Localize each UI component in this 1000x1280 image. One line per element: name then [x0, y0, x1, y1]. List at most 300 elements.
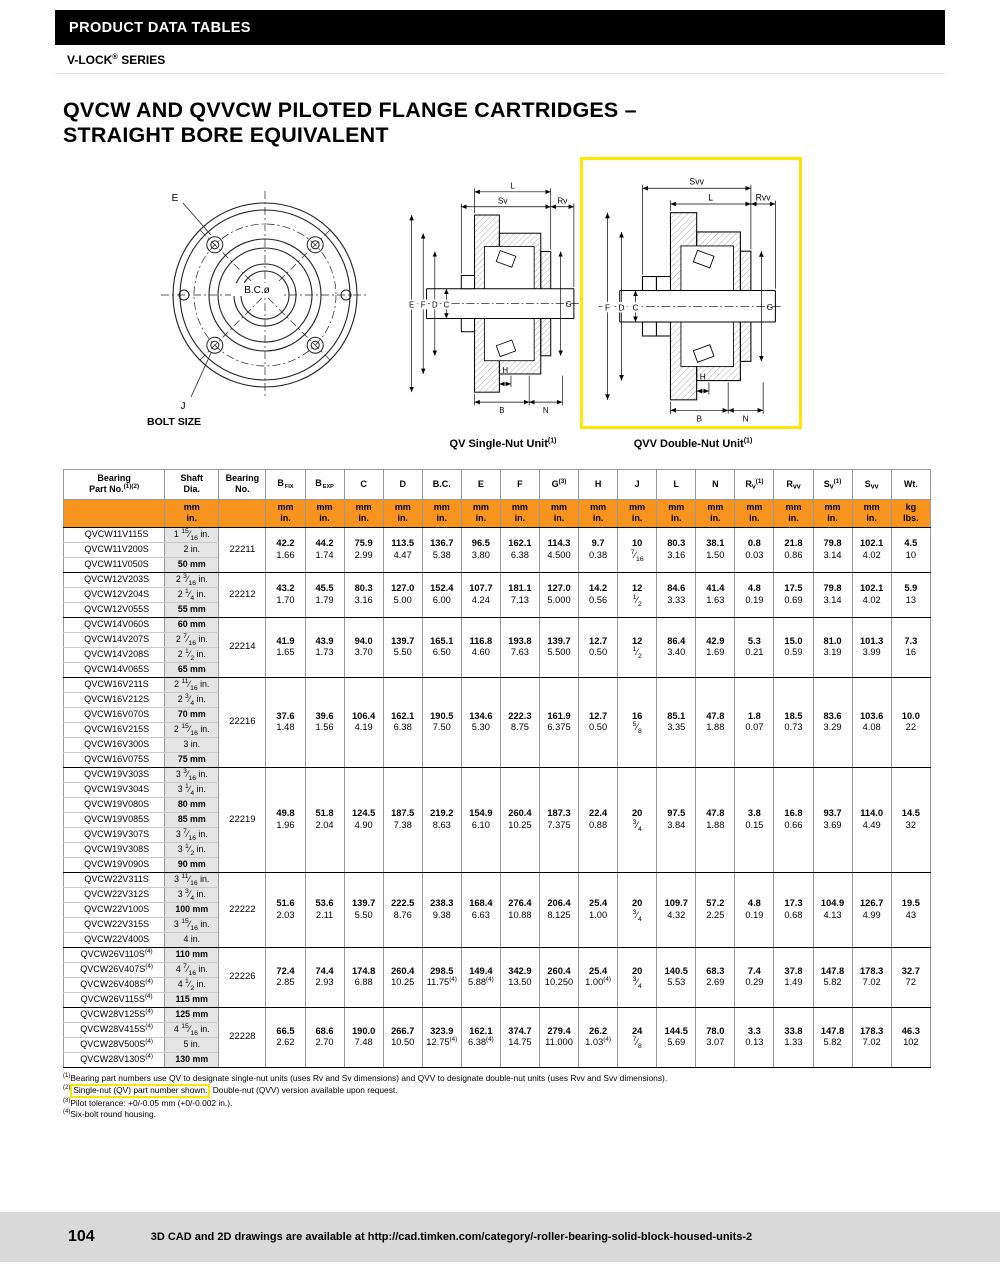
page-footer — [0, 1212, 1000, 1262]
dimension-cell: 136.7 5.38 — [422, 527, 461, 572]
dimension-cell: 103.6 4.08 — [852, 677, 891, 767]
dimension-cell: 51.8 2.04 — [305, 767, 344, 872]
dimension-cell: 187.3 7.375 — [539, 767, 578, 872]
dimension-cell: 38.1 1.50 — [696, 527, 735, 572]
shaft-dia-cell: 4 $^{15}⁄_{16}$ in. — [165, 1022, 219, 1037]
dimension-cell: 79.8 3.14 — [813, 572, 852, 617]
dim-label-j: J — [180, 400, 186, 412]
units-cell: kg lbs. — [891, 500, 930, 528]
dimension-cell: 342.9 13.50 — [500, 947, 539, 1007]
dimension-cell: 20 $^3⁄_4$ — [618, 947, 657, 1007]
units-cell: mm in. — [305, 500, 344, 528]
part-number-cell: QVCW14V060S — [64, 617, 165, 632]
title-line-1: QVCW AND QVVCW PILOTED FLANGE CARTRIDGES – — [63, 98, 637, 122]
title-line-2: STRAIGHT BORE EQUIVALENT — [63, 123, 389, 148]
dimension-cell: 75.9 2.99 — [344, 527, 383, 572]
part-number-cell: QVCW22V312S — [64, 887, 165, 902]
dim-label-sv: Sv — [497, 196, 508, 206]
header-row — [64, 469, 931, 499]
dimension-table — [63, 469, 931, 1068]
dimension-cell: 72.4 2.85 — [266, 947, 305, 1007]
part-number-cell: QVCW28V500S$^{(4)}$ — [64, 1037, 165, 1052]
dimension-cell: 84.6 3.33 — [657, 572, 696, 617]
part-number-cell: QVCW16V212S — [64, 692, 165, 707]
dim-label-l: L — [510, 181, 515, 191]
dimension-cell: 16 $^5⁄_8$ — [618, 677, 657, 767]
dim-label-b: B — [499, 405, 505, 415]
dimension-cell: 147.8 5.82 — [813, 947, 852, 1007]
part-number-cell: QVCW28V130S$^{(4)}$ — [64, 1052, 165, 1067]
dim-label-e: E — [171, 192, 179, 204]
dimension-cell: 93.7 3.69 — [813, 767, 852, 872]
dimension-cell: 43.2 1.70 — [266, 572, 305, 617]
part-number-cell: QVCW12V203S — [64, 572, 165, 587]
part-number-cell: QVCW16V070S — [64, 707, 165, 722]
dim-label-g: G — [565, 299, 572, 309]
units-cell: mm in. — [266, 500, 305, 528]
bearing-no-cell: 22212 — [219, 572, 266, 617]
dim-label-rvv: Rvv — [755, 192, 771, 203]
table-row — [64, 677, 931, 692]
units-cell: mm in. — [852, 500, 891, 528]
series-rest: SERIES — [117, 53, 166, 67]
dimension-cell: 190.5 7.50 — [422, 677, 461, 767]
part-number-cell: QVCW12V055S — [64, 602, 165, 617]
dimension-cell: 97.5 3.84 — [657, 767, 696, 872]
dimension-cell: 15.0 0.59 — [774, 617, 813, 677]
dimension-cell: 162.1 6.38$^{(4)}$ — [461, 1007, 500, 1067]
bolt-size-label: BOLT SIZE — [147, 415, 202, 428]
dimension-cell: 37.6 1.48 — [266, 677, 305, 767]
dimension-cell: 323.9 12.75$^{(4)}$ — [422, 1007, 461, 1067]
dimension-cell: 41.4 1.63 — [696, 572, 735, 617]
dimension-cell: 79.8 3.14 — [813, 527, 852, 572]
dimension-cell: 5.3 0.21 — [735, 617, 774, 677]
table-row — [64, 617, 931, 632]
dimension-cell: 42.2 1.66 — [266, 527, 305, 572]
dimension-cell: 68.6 2.70 — [305, 1007, 344, 1067]
dimension-cell: 152.4 6.00 — [422, 572, 461, 617]
dimension-cell: 41.9 1.65 — [266, 617, 305, 677]
dimension-cell: 1.8 0.07 — [735, 677, 774, 767]
units-row — [64, 500, 931, 528]
dimension-cell: 174.8 6.88 — [344, 947, 383, 1007]
dimension-cell: 114.0 4.49 — [852, 767, 891, 872]
dimension-cell: 134.6 5.30 — [461, 677, 500, 767]
dim-label-rv: Rv — [557, 196, 568, 206]
double-nut-diagram — [597, 162, 785, 426]
dim-label-b: B — [696, 413, 703, 424]
dimension-cell: 85.1 3.35 — [657, 677, 696, 767]
dimension-cell: 83.6 3.29 — [813, 677, 852, 767]
dimension-cell: 24 $^7⁄_8$ — [618, 1007, 657, 1067]
part-number-cell: QVCW22V400S — [64, 932, 165, 947]
dimension-cell: 53.6 2.11 — [305, 872, 344, 947]
dimension-cell: 260.4 10.25 — [500, 767, 539, 872]
units-cell: mm in. — [539, 500, 578, 528]
footnote: $^{(3)}$Pilot tolerance: +0/-0.05 mm (+0/-0.002 in.). — [63, 1097, 233, 1108]
column-header: F — [500, 469, 539, 499]
shaft-dia-cell: 5 in. — [165, 1037, 219, 1052]
footnotes — [63, 1073, 945, 1121]
dimension-cell: 298.5 11.75$^{(4)}$ — [422, 947, 461, 1007]
column-header: Shaft Dia. — [165, 469, 219, 499]
shaft-dia-cell: 2 $^7⁄_{16}$ in. — [165, 632, 219, 647]
shaft-dia-cell: 115 mm — [165, 992, 219, 1007]
dimension-cell: 260.4 10.250 — [539, 947, 578, 1007]
dimension-cell: 46.3 102 — [891, 1007, 930, 1067]
units-cell: mm in. — [774, 500, 813, 528]
dimension-cell: 45.5 1.79 — [305, 572, 344, 617]
shaft-dia-cell: 3 in. — [165, 737, 219, 752]
footnote: $^{(2)}$ Single-nut (QV) part number shown. Double-nut (QVV) version available upon request. — [63, 1084, 945, 1098]
dimension-cell: 42.9 1.69 — [696, 617, 735, 677]
dimension-cell: 25.4 1.00$^{(4)}$ — [579, 947, 618, 1007]
double-nut-highlight-box — [580, 157, 802, 429]
part-number-cell: QVCW16V211S — [64, 677, 165, 692]
dim-label-f: F — [420, 300, 426, 310]
units-cell: mm in. — [422, 500, 461, 528]
dimension-cell: 139.7 5.50 — [344, 872, 383, 947]
dimension-cell: 80.3 3.16 — [344, 572, 383, 617]
part-number-cell: QVCW19V308S — [64, 842, 165, 857]
dimension-cell: 14.2 0.56 — [579, 572, 618, 617]
page-title — [63, 98, 945, 149]
dimension-cell: 9.7 0.38 — [579, 527, 618, 572]
part-number-cell: QVCW26V110S$^{(4)}$ — [64, 947, 165, 962]
bearing-no-cell: 22222 — [219, 872, 266, 947]
part-number-cell: QVCW14V065S — [64, 662, 165, 677]
column-header: $S_v^{(1)}$ — [813, 469, 852, 499]
dimension-cell: 165.1 6.50 — [422, 617, 461, 677]
dimension-cell: 106.4 4.19 — [344, 677, 383, 767]
dimension-cell: 19.5 43 — [891, 872, 930, 947]
caption-text: QVV Double-Nut Unit — [633, 437, 744, 450]
column-header: $R_v^{(1)}$ — [735, 469, 774, 499]
dimension-cell: 114.3 4.500 — [539, 527, 578, 572]
dimension-cell: 47.8 1.88 — [696, 677, 735, 767]
part-number-cell: QVCW26V407S$^{(4)}$ — [64, 962, 165, 977]
dim-label-n: N — [542, 405, 549, 415]
units-cell: mm in. — [813, 500, 852, 528]
units-cell: mm in. — [344, 500, 383, 528]
part-number-cell: QVCW28V125S$^{(4)}$ — [64, 1007, 165, 1022]
part-number-cell: QVCW26V115S$^{(4)}$ — [64, 992, 165, 1007]
column-header: G$^{(3)}$ — [539, 469, 578, 499]
column-header: L — [657, 469, 696, 499]
dim-label-svv: Svv — [689, 176, 704, 187]
dimension-cell: 162.1 6.38 — [500, 527, 539, 572]
column-header: Bearing Part No.$^{(1)(2)}$ — [64, 469, 165, 499]
dimension-cell: 51.6 2.03 — [266, 872, 305, 947]
caption-text: QV Single-Nut Unit — [449, 437, 548, 450]
dimension-cell: 5.9 13 — [891, 572, 930, 617]
column-header: $B_{EXP}$ — [305, 469, 344, 499]
dimension-cell: 139.7 5.500 — [539, 617, 578, 677]
units-cell — [64, 500, 165, 528]
dimension-cell: 222.5 8.76 — [383, 872, 422, 947]
dim-label-c: C — [632, 302, 639, 313]
dimension-cell: 47.8 1.88 — [696, 767, 735, 872]
dim-label-f: F — [604, 302, 611, 313]
shaft-dia-cell: 3 $^{15}⁄_{16}$ in. — [165, 917, 219, 932]
dim-label-h: H — [699, 371, 706, 382]
shaft-dia-cell: 85 mm — [165, 812, 219, 827]
dimension-cell: 20 $^3⁄_4$ — [618, 767, 657, 872]
dimension-cell: 3.8 0.15 — [735, 767, 774, 872]
part-number-cell: QVCW11V115S — [64, 527, 165, 542]
column-header: D — [383, 469, 422, 499]
column-header: E — [461, 469, 500, 499]
single-nut-diagram — [405, 167, 583, 417]
dimension-cell: 12.7 0.50 — [579, 617, 618, 677]
dimension-cell: 101.3 3.99 — [852, 617, 891, 677]
page-number: 104 — [68, 1228, 95, 1245]
dimension-cell: 126.7 4.99 — [852, 872, 891, 947]
dimension-cell: 206.4 8.125 — [539, 872, 578, 947]
shaft-dia-cell: 4 $^7⁄_{16}$ in. — [165, 962, 219, 977]
table-head — [64, 469, 931, 527]
dim-label-l: L — [708, 192, 714, 203]
dimension-cell: 17.5 0.69 — [774, 572, 813, 617]
shaft-dia-cell: 2 $^3⁄_{16}$ in. — [165, 572, 219, 587]
part-number-cell: QVCW19V090S — [64, 857, 165, 872]
part-number-cell: QVCW22V311S — [64, 872, 165, 887]
units-cell: mm in. — [165, 500, 219, 528]
dimension-cell: 374.7 14.75 — [500, 1007, 539, 1067]
dimension-cell: 18.5 0.73 — [774, 677, 813, 767]
dimension-cell: 32.7 72 — [891, 947, 930, 1007]
shaft-dia-cell: 4 $^1⁄_2$ in. — [165, 977, 219, 992]
shaft-dia-cell: 130 mm — [165, 1052, 219, 1067]
part-number-cell: QVCW26V408S$^{(4)}$ — [64, 977, 165, 992]
series-label — [55, 45, 945, 74]
shaft-dia-cell: 2 $^{11}⁄_{16}$ in. — [165, 677, 219, 692]
diagrams — [55, 161, 945, 461]
shaft-dia-cell: 75 mm — [165, 752, 219, 767]
part-number-cell: QVCW19V304S — [64, 782, 165, 797]
dim-label-n: N — [742, 413, 749, 424]
dimension-cell: 17.3 0.68 — [774, 872, 813, 947]
part-number-cell: QVCW19V303S — [64, 767, 165, 782]
bearing-no-cell: 22216 — [219, 677, 266, 767]
dimension-cell: 140.5 5.53 — [657, 947, 696, 1007]
dimension-cell: 7.4 0.29 — [735, 947, 774, 1007]
part-number-cell: QVCW12V204S — [64, 587, 165, 602]
header-bar-title: PRODUCT DATA TABLES — [69, 20, 251, 36]
shaft-dia-cell: 2 $^1⁄_4$ in. — [165, 587, 219, 602]
dimension-cell: 178.3 7.02 — [852, 947, 891, 1007]
shaft-dia-cell: 3 $^7⁄_{16}$ in. — [165, 827, 219, 842]
dimension-cell: 168.4 6.63 — [461, 872, 500, 947]
dimension-cell: 124.5 4.90 — [344, 767, 383, 872]
dimension-cell: 68.3 2.69 — [696, 947, 735, 1007]
dimension-cell: 94.0 3.70 — [344, 617, 383, 677]
dimension-cell: 14.5 32 — [891, 767, 930, 872]
dimension-cell: 21.8 0.86 — [774, 527, 813, 572]
dimension-cell: 222.3 8.75 — [500, 677, 539, 767]
table-row — [64, 767, 931, 782]
part-number-cell: QVCW19V080S — [64, 797, 165, 812]
shaft-dia-cell: 55 mm — [165, 602, 219, 617]
part-number-cell: QVCW11V200S — [64, 542, 165, 557]
shaft-dia-cell: 125 mm — [165, 1007, 219, 1022]
dimension-cell: 102.1 4.02 — [852, 572, 891, 617]
column-header: J — [618, 469, 657, 499]
dimension-cell: 109.7 4.32 — [657, 872, 696, 947]
dimension-cell: 3.3 0.13 — [735, 1007, 774, 1067]
dim-label-d: D — [618, 302, 625, 313]
header-bar — [55, 10, 945, 45]
dim-label-h: H — [502, 365, 509, 375]
dimension-cell: 190.0 7.48 — [344, 1007, 383, 1067]
shaft-dia-cell: 110 mm — [165, 947, 219, 962]
dim-label-c: C — [443, 300, 450, 310]
part-number-cell: QVCW16V300S — [64, 737, 165, 752]
dimension-cell: 127.0 5.00 — [383, 572, 422, 617]
dimension-cell: 81.0 3.19 — [813, 617, 852, 677]
dimension-cell: 26.2 1.03$^{(4)}$ — [579, 1007, 618, 1067]
dimension-cell: 25.4 1.00 — [579, 872, 618, 947]
dimension-cell: 20 $^3⁄_4$ — [618, 872, 657, 947]
units-cell: mm in. — [657, 500, 696, 528]
dim-label-e: E — [409, 300, 415, 310]
dimension-cell: 39.6 1.56 — [305, 677, 344, 767]
table-row — [64, 527, 931, 542]
dimension-cell: 22.4 0.88 — [579, 767, 618, 872]
shaft-dia-cell: 3 $^1⁄_4$ in. — [165, 782, 219, 797]
shaft-dia-cell: 2 $^1⁄_2$ in. — [165, 647, 219, 662]
dim-label-d: D — [431, 300, 438, 310]
front-view-diagram — [125, 163, 390, 433]
dimension-cell: 139.7 5.50 — [383, 617, 422, 677]
caption-footnote-marker: (1) — [547, 437, 557, 445]
column-header: C — [344, 469, 383, 499]
footnote: $^{(4)}$Six-bolt round housing. — [63, 1108, 157, 1119]
dimension-cell: 49.8 1.96 — [266, 767, 305, 872]
dimension-cell: 4.8 0.19 — [735, 872, 774, 947]
dimension-cell: 187.5 7.38 — [383, 767, 422, 872]
dimension-cell: 181.1 7.13 — [500, 572, 539, 617]
dimension-cell: 193.8 7.63 — [500, 617, 539, 677]
units-cell: mm in. — [735, 500, 774, 528]
dimension-cell: 266.7 10.50 — [383, 1007, 422, 1067]
dimension-cell: 96.5 3.80 — [461, 527, 500, 572]
dimension-cell: 16.8 0.66 — [774, 767, 813, 872]
dimension-cell: 33.8 1.33 — [774, 1007, 813, 1067]
column-header: $S_{vv}$ — [852, 469, 891, 499]
units-cell: mm in. — [500, 500, 539, 528]
part-number-cell: QVCW22V100S — [64, 902, 165, 917]
column-header: $R_{vv}$ — [774, 469, 813, 499]
table-row — [64, 572, 931, 587]
part-number-cell: QVCW11V050S — [64, 557, 165, 572]
shaft-dia-cell: 3 $^1⁄_2$ in. — [165, 842, 219, 857]
column-header: N — [696, 469, 735, 499]
dimension-cell: 0.8 0.03 — [735, 527, 774, 572]
units-cell: mm in. — [618, 500, 657, 528]
dimension-cell: 161.9 6.375 — [539, 677, 578, 767]
part-number-cell: QVCW14V207S — [64, 632, 165, 647]
shaft-dia-cell: 80 mm — [165, 797, 219, 812]
column-header: Wt. — [891, 469, 930, 499]
dimension-cell: 279.4 11.000 — [539, 1007, 578, 1067]
dimension-cell: 276.4 10.88 — [500, 872, 539, 947]
series-name: V-LOCK — [67, 53, 113, 67]
bearing-no-cell: 22226 — [219, 947, 266, 1007]
shaft-dia-cell: 2 in. — [165, 542, 219, 557]
dimension-cell: 4.8 0.19 — [735, 572, 774, 617]
dimension-cell: 12 $^1⁄_2$ — [618, 617, 657, 677]
column-header: B.C. — [422, 469, 461, 499]
shaft-dia-cell: 2 $^{15}⁄_{16}$ in. — [165, 722, 219, 737]
dimension-cell: 116.8 4.60 — [461, 617, 500, 677]
registered-mark: ® — [112, 52, 118, 61]
dimension-cell: 238.3 9.38 — [422, 872, 461, 947]
part-number-cell: QVCW14V208S — [64, 647, 165, 662]
dimension-cell: 37.8 1.49 — [774, 947, 813, 1007]
column-header: $B_{FIX}$ — [266, 469, 305, 499]
dimension-cell: 178.3 7.02 — [852, 1007, 891, 1067]
dim-label-bc: B.C.ø — [244, 284, 270, 296]
shaft-dia-cell: 60 mm — [165, 617, 219, 632]
footnote: $^{(1)}$Bearing part numbers use QV to designate single-nut units (uses Rv and Sv dimensions) and QVV to designate double-nut units (uses Rvv and Svv dimensions). — [63, 1072, 668, 1083]
shaft-dia-cell: 90 mm — [165, 857, 219, 872]
shaft-dia-cell: 2 $^3⁄_4$ in. — [165, 692, 219, 707]
dimension-cell: 7.3 16 — [891, 617, 930, 677]
dimension-cell: 10 $^7⁄_{16}$ — [618, 527, 657, 572]
units-cell: mm in. — [383, 500, 422, 528]
footer-text: 3D CAD and 2D drawings are available at http://cad.timken.com/category/-roller-bearing-solid-block-housed-units-2 — [150, 1231, 753, 1243]
table-body — [64, 527, 931, 1067]
shaft-dia-cell: 3 $^3⁄_{16}$ in. — [165, 767, 219, 782]
dimension-cell: 147.8 5.82 — [813, 1007, 852, 1067]
shaft-dia-cell: 65 mm — [165, 662, 219, 677]
caption-footnote-marker: (1) — [743, 437, 753, 445]
table-row — [64, 872, 931, 887]
shaft-dia-cell: 1 $^{15}⁄_{16}$ in. — [165, 527, 219, 542]
part-number-cell: QVCW22V315S — [64, 917, 165, 932]
dimension-cell: 104.9 4.13 — [813, 872, 852, 947]
bearing-no-cell: 22228 — [219, 1007, 266, 1067]
dimension-cell: 127.0 5.000 — [539, 572, 578, 617]
part-number-cell: QVCW19V085S — [64, 812, 165, 827]
dimension-cell: 57.2 2.25 — [696, 872, 735, 947]
dimension-cell: 113.5 4.47 — [383, 527, 422, 572]
double-nut-caption — [583, 438, 803, 450]
dimension-cell: 12 $^1⁄_2$ — [618, 572, 657, 617]
shaft-dia-cell: 70 mm — [165, 707, 219, 722]
shaft-dia-cell: 3 $^3⁄_4$ in. — [165, 887, 219, 902]
table-row — [64, 1007, 931, 1022]
bearing-no-cell: 22219 — [219, 767, 266, 872]
shaft-dia-cell: 4 in. — [165, 932, 219, 947]
dimension-cell: 80.3 3.16 — [657, 527, 696, 572]
dimension-cell: 154.9 6.10 — [461, 767, 500, 872]
column-header: Bearing No. — [219, 469, 266, 499]
column-header: H — [579, 469, 618, 499]
part-number-cell: QVCW19V307S — [64, 827, 165, 842]
units-cell: mm in. — [579, 500, 618, 528]
part-number-cell: QVCW16V075S — [64, 752, 165, 767]
dimension-cell: 44.2 1.74 — [305, 527, 344, 572]
units-cell: mm in. — [696, 500, 735, 528]
dimension-cell: 162.1 6.38 — [383, 677, 422, 767]
dimension-cell: 4.5 10 — [891, 527, 930, 572]
dimension-cell: 144.5 5.69 — [657, 1007, 696, 1067]
dimension-cell: 219.2 8.63 — [422, 767, 461, 872]
shaft-dia-cell: 100 mm — [165, 902, 219, 917]
